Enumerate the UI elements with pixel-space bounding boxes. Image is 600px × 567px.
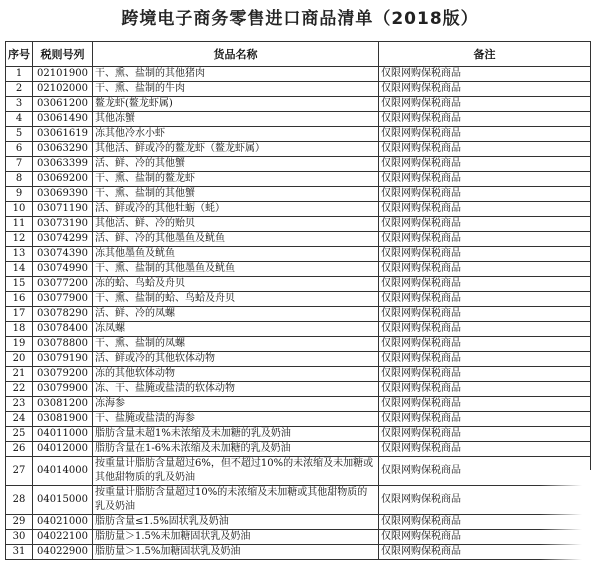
table-row xyxy=(6,530,591,545)
edge-fade xyxy=(540,470,600,560)
row-remarks: 仅限网购保税商品 xyxy=(379,457,591,486)
table-row xyxy=(6,292,591,307)
row-goods-name: 干、熏、盐制的凤螺 xyxy=(93,337,379,352)
row-remarks: 仅限网购保税商品 xyxy=(379,247,591,262)
row-tariff-code: 02101900 xyxy=(33,67,93,82)
row-goods-name: 脂肪量＞1.5%加糖固状乳及奶油 xyxy=(93,545,379,560)
row-goods-name: 脂肪含量≤1.5%固状乳及奶油 xyxy=(93,515,379,530)
row-tariff-code: 03079200 xyxy=(33,367,93,382)
header-goods-name: 货品名称 xyxy=(93,42,379,67)
goods-list-table xyxy=(5,41,591,560)
row-goods-name: 冻的蛤、鸟蛤及舟贝 xyxy=(93,277,379,292)
row-remarks: 仅限网购保税商品 xyxy=(379,486,591,515)
row-goods-name: 脂肪含量在1-6%未浓缩及未加糖的乳及奶油 xyxy=(93,442,379,457)
row-goods-name: 冻凤螺 xyxy=(93,322,379,337)
row-remarks: 仅限网购保税商品 xyxy=(379,397,591,412)
row-index: 19 xyxy=(6,337,33,352)
row-index: 2 xyxy=(6,82,33,97)
row-remarks: 仅限网购保税商品 xyxy=(379,530,591,545)
row-remarks: 仅限网购保税商品 xyxy=(379,127,591,142)
row-index: 23 xyxy=(6,397,33,412)
row-remarks: 仅限网购保税商品 xyxy=(379,545,591,560)
table-row xyxy=(6,515,591,530)
row-remarks: 仅限网购保税商品 xyxy=(379,292,591,307)
row-goods-name: 脂肪量＞1.5%未加糖固状乳及奶油 xyxy=(93,530,379,545)
row-remarks: 仅限网购保税商品 xyxy=(379,412,591,427)
row-goods-name: 脂肪含量未超1%未浓缩及未加糖的乳及奶油 xyxy=(93,427,379,442)
table-row xyxy=(6,157,591,172)
row-remarks: 仅限网购保税商品 xyxy=(379,382,591,397)
table-row xyxy=(6,142,591,157)
row-remarks: 仅限网购保税商品 xyxy=(379,427,591,442)
table-row xyxy=(6,112,591,127)
row-remarks: 仅限网购保税商品 xyxy=(379,352,591,367)
row-index: 11 xyxy=(6,217,33,232)
row-index: 25 xyxy=(6,427,33,442)
row-goods-name: 按重量计脂肪含量超过6%，但不超过10%的未浓缩及未加糖或其他甜物质的乳及奶油 xyxy=(93,457,379,486)
row-remarks: 仅限网购保税商品 xyxy=(379,82,591,97)
row-index: 31 xyxy=(6,545,33,560)
header-tariff-code: 税则号列 xyxy=(33,42,93,67)
row-tariff-code: 03078400 xyxy=(33,322,93,337)
row-goods-name: 鳌龙虾(鳌龙虾属) xyxy=(93,97,379,112)
row-index: 27 xyxy=(6,457,33,486)
row-tariff-code: 03074990 xyxy=(33,262,93,277)
row-goods-name: 干、熏、盐制的其他墨鱼及鱿鱼 xyxy=(93,262,379,277)
row-tariff-code: 02102000 xyxy=(33,82,93,97)
row-goods-name: 干、熏、盐制的其他蟹 xyxy=(93,187,379,202)
document-title: 跨境电子商务零售进口商品清单（2018版） xyxy=(121,9,479,29)
row-remarks: 仅限网购保税商品 xyxy=(379,217,591,232)
table-row xyxy=(6,97,591,112)
row-goods-name: 按重量计脂肪含量超过10%的未浓缩及未加糖或其他甜物质的乳及奶油 xyxy=(93,486,379,515)
row-goods-name: 其他活、鲜、冷的贻贝 xyxy=(93,217,379,232)
row-goods-name: 冻海参 xyxy=(93,397,379,412)
row-index: 6 xyxy=(6,142,33,157)
row-index: 15 xyxy=(6,277,33,292)
table-row xyxy=(6,397,591,412)
row-tariff-code: 03081200 xyxy=(33,397,93,412)
table-row xyxy=(6,262,591,277)
table-row xyxy=(6,545,591,560)
row-index: 18 xyxy=(6,322,33,337)
row-goods-name: 活、鲜或冷的其他牡蛎（蚝） xyxy=(93,202,379,217)
row-goods-name: 冻的其他软体动物 xyxy=(93,367,379,382)
row-tariff-code: 03069390 xyxy=(33,187,93,202)
row-tariff-code: 03077900 xyxy=(33,292,93,307)
row-index: 20 xyxy=(6,352,33,367)
row-tariff-code: 03061490 xyxy=(33,112,93,127)
row-tariff-code: 03077200 xyxy=(33,277,93,292)
table-row xyxy=(6,202,591,217)
row-tariff-code: 04012000 xyxy=(33,442,93,457)
row-goods-name: 干、熏、盐制的其他猪肉 xyxy=(93,67,379,82)
row-remarks: 仅限网购保税商品 xyxy=(379,187,591,202)
header-index: 序号 xyxy=(6,42,33,67)
row-goods-name: 活、鲜或冷的其他软体动物 xyxy=(93,352,379,367)
row-remarks: 仅限网购保税商品 xyxy=(379,442,591,457)
table-row xyxy=(6,382,591,397)
row-index: 13 xyxy=(6,247,33,262)
row-tariff-code: 04014000 xyxy=(33,457,93,486)
row-remarks: 仅限网购保税商品 xyxy=(379,232,591,247)
row-index: 12 xyxy=(6,232,33,247)
table-row xyxy=(6,277,591,292)
row-tariff-code: 03069200 xyxy=(33,172,93,187)
row-remarks: 仅限网购保税商品 xyxy=(379,277,591,292)
row-remarks: 仅限网购保税商品 xyxy=(379,67,591,82)
row-index: 21 xyxy=(6,367,33,382)
table-row xyxy=(6,427,591,442)
row-goods-name: 活、鲜、冷的凤螺 xyxy=(93,307,379,322)
table-row xyxy=(6,367,591,382)
row-tariff-code: 03074299 xyxy=(33,232,93,247)
row-tariff-code: 03078800 xyxy=(33,337,93,352)
row-remarks: 仅限网购保税商品 xyxy=(379,97,591,112)
row-tariff-code: 04015000 xyxy=(33,486,93,515)
row-index: 16 xyxy=(6,292,33,307)
row-tariff-code: 03079190 xyxy=(33,352,93,367)
table-row xyxy=(6,172,591,187)
row-goods-name: 冻、干、盐腌或盐渍的软体动物 xyxy=(93,382,379,397)
row-tariff-code: 03071190 xyxy=(33,202,93,217)
table-row xyxy=(6,127,591,142)
header-remarks: 备注 xyxy=(379,42,591,67)
table-row xyxy=(6,67,591,82)
row-index: 17 xyxy=(6,307,33,322)
row-remarks: 仅限网购保税商品 xyxy=(379,142,591,157)
table-row xyxy=(6,217,591,232)
table-row xyxy=(6,457,591,486)
row-tariff-code: 03074390 xyxy=(33,247,93,262)
row-remarks: 仅限网购保税商品 xyxy=(379,262,591,277)
row-goods-name: 活、鲜、冷的其他墨鱼及鱿鱼 xyxy=(93,232,379,247)
row-goods-name: 干、熏、盐制的蛤、鸟蛤及舟贝 xyxy=(93,292,379,307)
row-tariff-code: 03079900 xyxy=(33,382,93,397)
table-row xyxy=(6,352,591,367)
table-row xyxy=(6,337,591,352)
table-row xyxy=(6,486,591,515)
row-remarks: 仅限网购保税商品 xyxy=(379,112,591,127)
row-index: 4 xyxy=(6,112,33,127)
row-tariff-code: 03061200 xyxy=(33,97,93,112)
row-goods-name: 干、熏、盐制的牛肉 xyxy=(93,82,379,97)
table-row xyxy=(6,247,591,262)
row-index: 3 xyxy=(6,97,33,112)
table-row xyxy=(6,442,591,457)
row-remarks: 仅限网购保税商品 xyxy=(379,322,591,337)
row-index: 30 xyxy=(6,530,33,545)
table-row xyxy=(6,412,591,427)
row-index: 22 xyxy=(6,382,33,397)
row-remarks: 仅限网购保税商品 xyxy=(379,157,591,172)
row-goods-name: 冻其他墨鱼及鱿鱼 xyxy=(93,247,379,262)
row-remarks: 仅限网购保税商品 xyxy=(379,202,591,217)
row-tariff-code: 04021000 xyxy=(33,515,93,530)
row-index: 29 xyxy=(6,515,33,530)
row-goods-name: 冻其他冷水小虾 xyxy=(93,127,379,142)
row-goods-name: 其他活、鲜或冷的鳌龙虾（鳌龙虾属） xyxy=(93,142,379,157)
row-tariff-code: 04011000 xyxy=(33,427,93,442)
row-index: 26 xyxy=(6,442,33,457)
row-remarks: 仅限网购保税商品 xyxy=(379,337,591,352)
row-tariff-code: 03081900 xyxy=(33,412,93,427)
row-tariff-code: 04022100 xyxy=(33,530,93,545)
row-index: 1 xyxy=(6,67,33,82)
row-goods-name: 干、熏、盐制的鳌龙虾 xyxy=(93,172,379,187)
row-index: 8 xyxy=(6,172,33,187)
row-index: 24 xyxy=(6,412,33,427)
table-body xyxy=(6,67,591,560)
row-index: 5 xyxy=(6,127,33,142)
table-row xyxy=(6,82,591,97)
row-index: 28 xyxy=(6,486,33,515)
row-tariff-code: 03063399 xyxy=(33,157,93,172)
row-tariff-code: 03061619 xyxy=(33,127,93,142)
row-goods-name: 活、鲜、冷的其他蟹 xyxy=(93,157,379,172)
row-tariff-code: 03078290 xyxy=(33,307,93,322)
table-row xyxy=(6,232,591,247)
row-tariff-code: 04022900 xyxy=(33,545,93,560)
row-index: 14 xyxy=(6,262,33,277)
row-remarks: 仅限网购保税商品 xyxy=(379,307,591,322)
table-row xyxy=(6,322,591,337)
row-goods-name: 其他冻蟹 xyxy=(93,112,379,127)
row-index: 9 xyxy=(6,187,33,202)
row-index: 10 xyxy=(6,202,33,217)
row-goods-name: 干、盐腌或盐渍的海参 xyxy=(93,412,379,427)
table-header-row xyxy=(6,42,591,67)
row-tariff-code: 03073190 xyxy=(33,217,93,232)
table-row xyxy=(6,307,591,322)
table-row xyxy=(6,187,591,202)
row-index: 7 xyxy=(6,157,33,172)
row-remarks: 仅限网购保税商品 xyxy=(379,515,591,530)
row-tariff-code: 03063290 xyxy=(33,142,93,157)
row-remarks: 仅限网购保税商品 xyxy=(379,172,591,187)
row-remarks: 仅限网购保税商品 xyxy=(379,367,591,382)
